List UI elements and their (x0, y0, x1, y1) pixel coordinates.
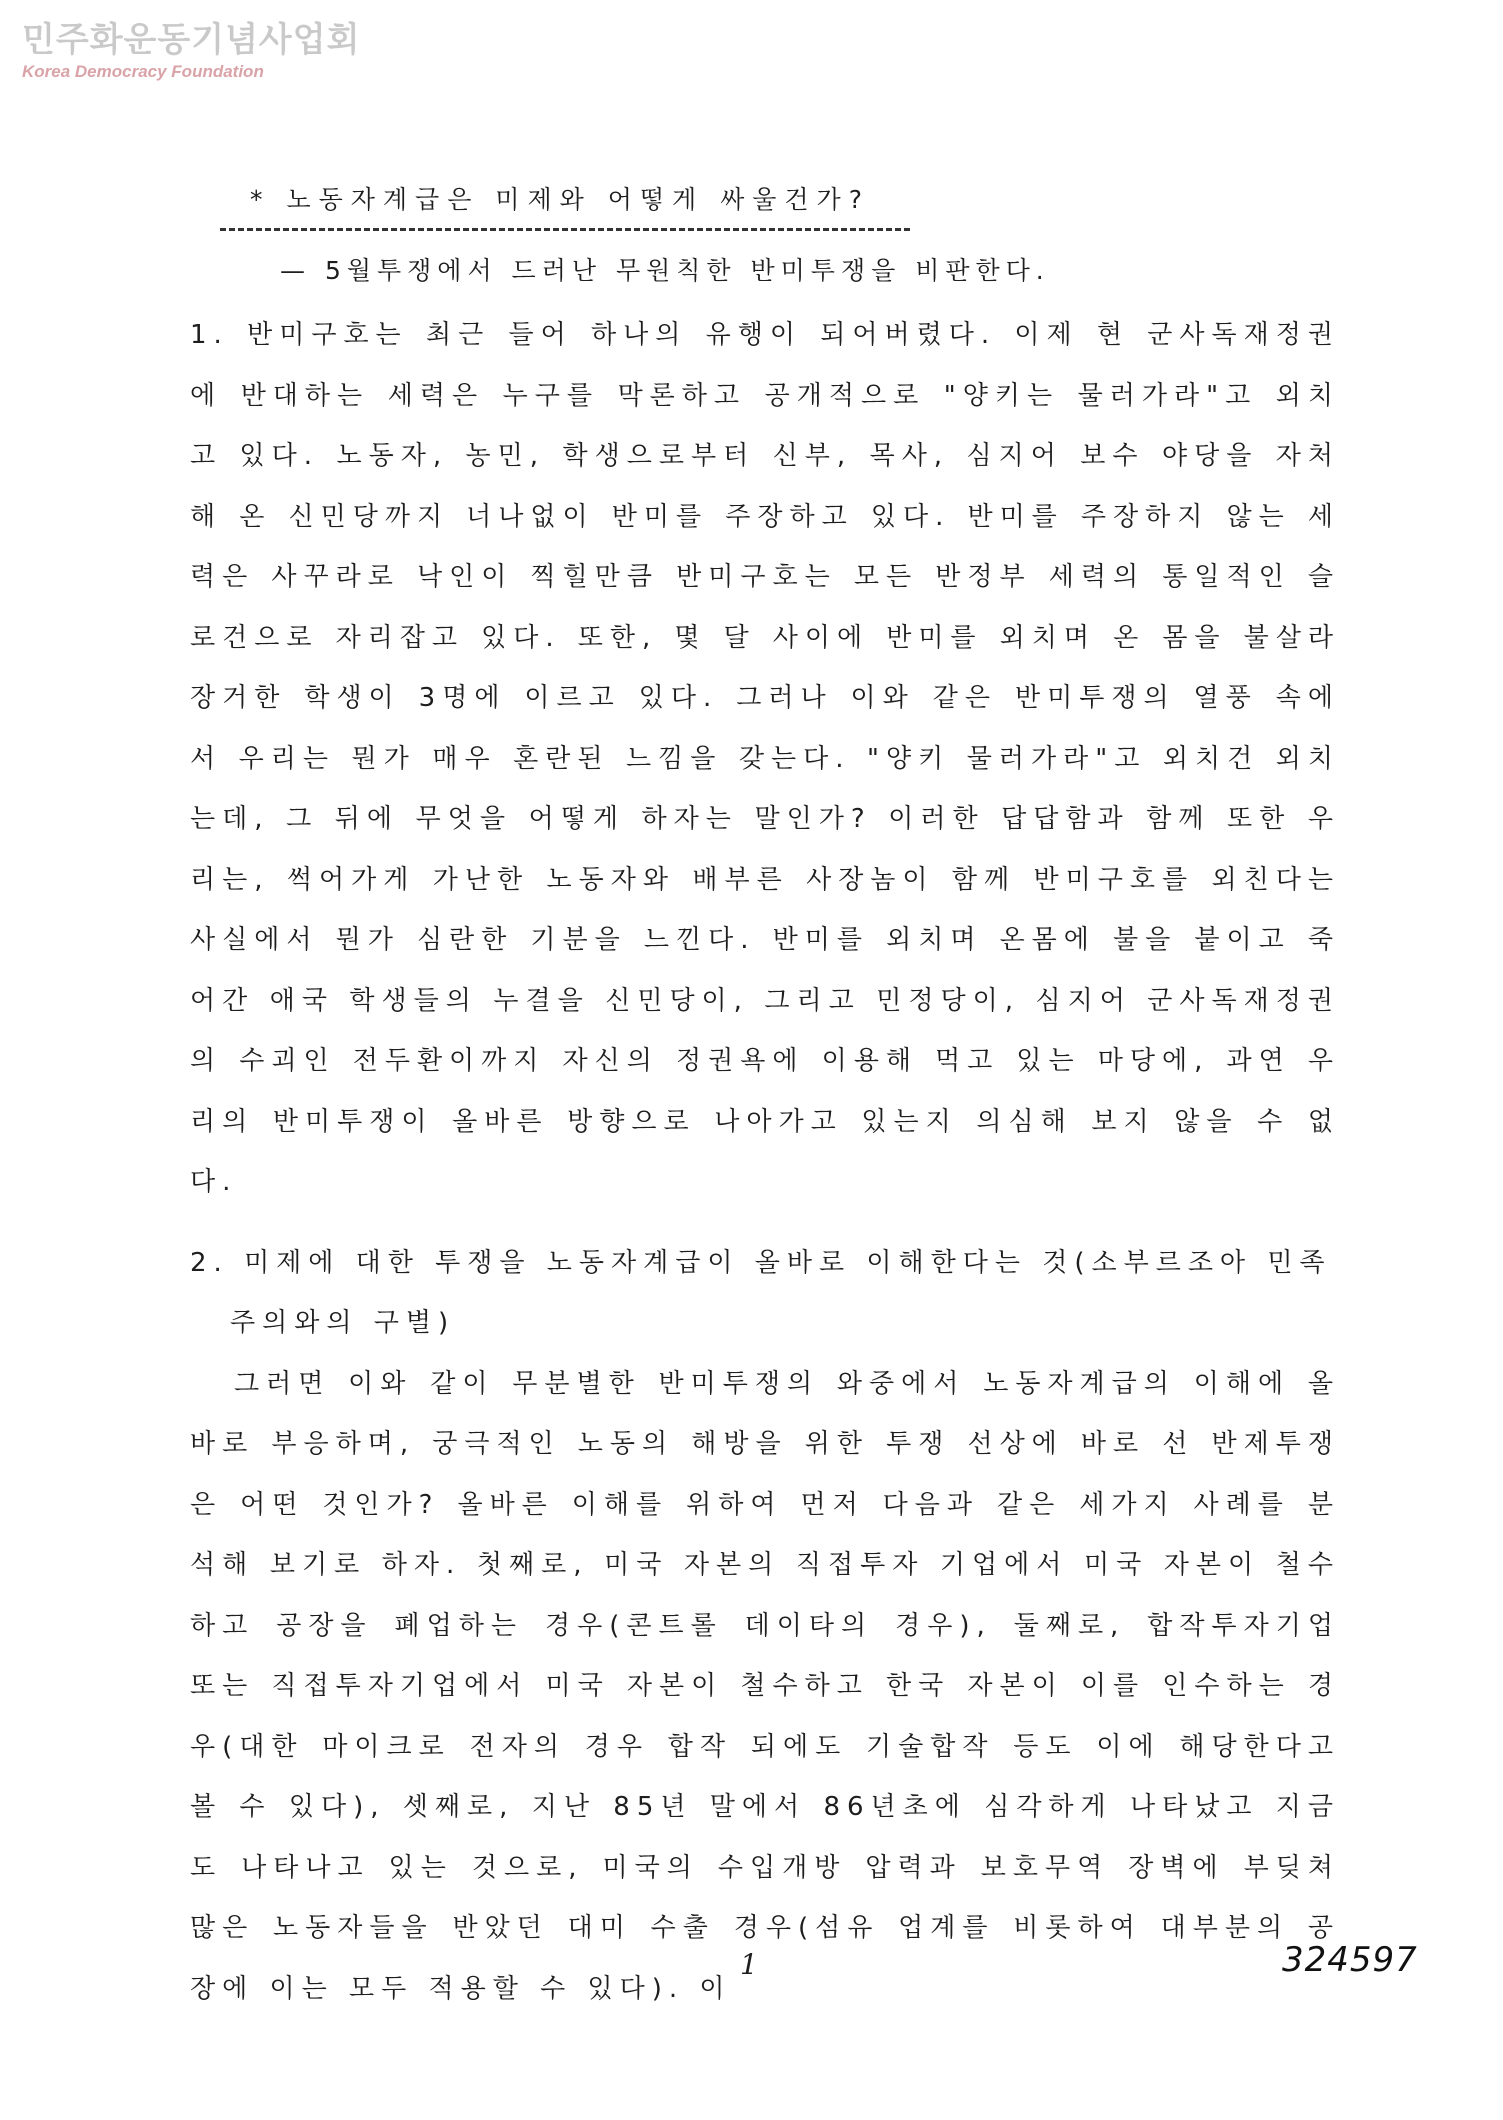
title-dashed-underline (220, 228, 910, 231)
page-number: 1 (740, 1948, 758, 1981)
section-1-paragraph: 1. 반미구호는 최근 들어 하나의 유행이 되어버렸다. 이제 현 군사독재정권에 반대하는 세력은 누구를 막론하고 공개적으로 "양키는 물러가라"고 외치고 있다. 노동자, 농민, 학생으로부터 신부, 목사, 심지어 보수 야당을 자처해 온 신민당까지 너나없이 반미를 주장하고 있다. 반미를 주장하지 않는 세력은 사꾸라로 낙인이 찍힐만큼 반미구호는 모든 반정부 세력의 통일적인 슬로건으로 자리잡고 있다. 또한, 몇 달 사이에 반미를 외치며 온 몸을 불살라 장거한 학생이 3명에 이르고 있다. 그러나 이와 같은 반미투쟁의 열풍 속에서 우리는 뭔가 매우 혼란된 느낌을 갖는다. "양키 물러가라"고 외치건 외치는데, 그 뒤에 무엇을 어떻게 하자는 말인가? 이러한 답답함과 함께 또한 우리는, 썩어가게 가난한 노동자와 배부른 사장놈이 함께 반미구호를 외친다는 사실에서 뭔가 심란한 기분을 느낀다. 반미를 외치며 온몸에 불을 붙이고 죽어간 애국 학생들의 누결을 신민당이, 그리고 민정당이, 심지어 군사독재정권의 수괴인 전두환이까지 자신의 정권욕에 이용해 먹고 있는 마당에, 과연 우리의 반미투쟁이 올바른 방향으로 나아가고 있는지 의심해 보지 않을 수 없다. (190, 320, 1340, 1197)
watermark-org-korean: 민주화운동기념사업회 (22, 20, 361, 60)
archive-document-number: 324597 (1282, 1940, 1418, 1980)
section-2-heading (190, 1233, 1340, 1354)
watermark (22, 20, 360, 82)
document-body (190, 180, 1340, 2019)
section-2-paragraph: 그러면 이와 같이 무분별한 반미투쟁의 와중에서 노동자계급의 이해에 올바로 부응하며, 궁극적인 노동의 해방을 위한 투쟁 선상에 바로 선 반제투쟁은 어떤 것인가? 올바른 이해를 위하여 먼저 다음과 같은 세가지 사례를 분석해 보기로 하자. 첫째로, 미국 자본의 직접투자 기업에서 미국 자본이 철수하고 공장을 폐업하는 경우(콘트롤 데이타의 경우), 둘째로, 합작투자기업 또는 직접투자기업에서 미국 자본이 철수하고 한국 자본이 이를 인수하는 경우(대한 마이크로 전자의 경우 합작 되에도 기술합작 등도 이에 해당한다고 볼 수 있다), 셋째로, 지난 85년 말에서 86년초에 심각하게 나타났고 지금도 나타나고 있는 것으로, 미국의 수입개방 압력과 보호무역 장벽에 부딪쳐 많은 노동자들을 반았던 대미 수출 경우(섬유 업계를 비롯하여 대부분의 공장에 이는 모두 적용할 수 있다). 이 (190, 1368, 1340, 2004)
section-2-heading-line1: 2. 미제에 대한 투쟁을 노동자계급이 올바로 이해한다는 것(소부르조아 민족 (190, 1247, 1332, 1278)
section-2-heading-line2: 주의와의 구별) (230, 1308, 456, 1338)
document-subtitle: — 5월투쟁에서 드러난 무원칙한 반미투쟁을 비판한다. (280, 256, 1050, 285)
watermark-org-english: Korea Democracy Foundation (22, 62, 264, 81)
document-title: * 노동자계급은 미제와 어떻게 싸울건가? (250, 185, 870, 214)
